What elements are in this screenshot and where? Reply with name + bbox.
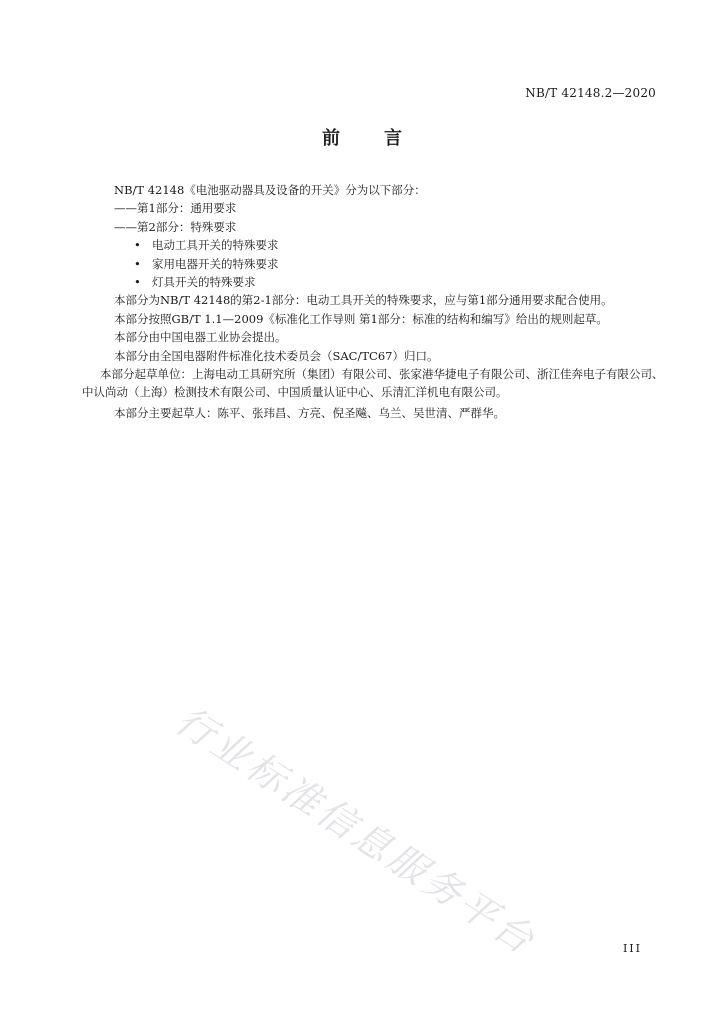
bullet-item bbox=[88, 273, 668, 291]
proposed-by-paragraph: 本部分由中国电器工业协会提出。 bbox=[114, 330, 287, 345]
part2-item: ——第2部分：特殊要求 bbox=[114, 219, 237, 234]
bullet-text: 电动工具开关的特殊要求 bbox=[152, 238, 279, 253]
bullet-icon: • bbox=[134, 275, 141, 290]
this-part-paragraph: 本部分为NB/T 42148的第2-1部分：电动工具开关的特殊要求，应与第1部分通用要求配合使用。 bbox=[114, 293, 613, 308]
watermark: 行业标准信息服务平台 bbox=[168, 697, 545, 964]
standard-code: NB/T 42148.2—2020 bbox=[525, 86, 656, 100]
drafting-units-paragraph: 本部分起草单位：上海电动工具研究所（集团）有限公司、张家港华捷电子有限公司、浙江佳奔电子有限公司、中认尚动（上海）检测技术有限公司、中国质量认证中心、乐清汇洋机电有限公司。 bbox=[82, 367, 664, 400]
managed-by-paragraph: 本部分由全国电器附件标准化技术委员会（SAC/TC67）归口。 bbox=[114, 348, 439, 363]
bullet-text: 家用电器开关的特殊要求 bbox=[152, 256, 279, 271]
drafting-rules-paragraph: 本部分按照GB/T 1.1—2009《标准化工作导则 第1部分：标准的结构和编写》给出的规则起草。 bbox=[114, 311, 608, 326]
intro-paragraph: NB/T 42148《电池驱动器具及设备的开关》分为以下部分： bbox=[114, 183, 426, 197]
bullet-icon: • bbox=[134, 238, 141, 253]
bullet-text: 灯具开关的特殊要求 bbox=[152, 275, 256, 290]
bullet-icon: • bbox=[134, 256, 141, 271]
drafters-paragraph: 本部分主要起草人：陈平、张玮昌、方亮、倪圣飚、乌兰、吴世清、严群华。 bbox=[114, 405, 505, 420]
page-number: III bbox=[622, 942, 642, 955]
bullet-item bbox=[88, 236, 668, 254]
part1-item: ——第1部分：通用要求 bbox=[114, 201, 237, 216]
foreword-body bbox=[82, 181, 668, 422]
page-title: 前言 bbox=[322, 128, 446, 149]
bullet-item bbox=[88, 255, 668, 273]
